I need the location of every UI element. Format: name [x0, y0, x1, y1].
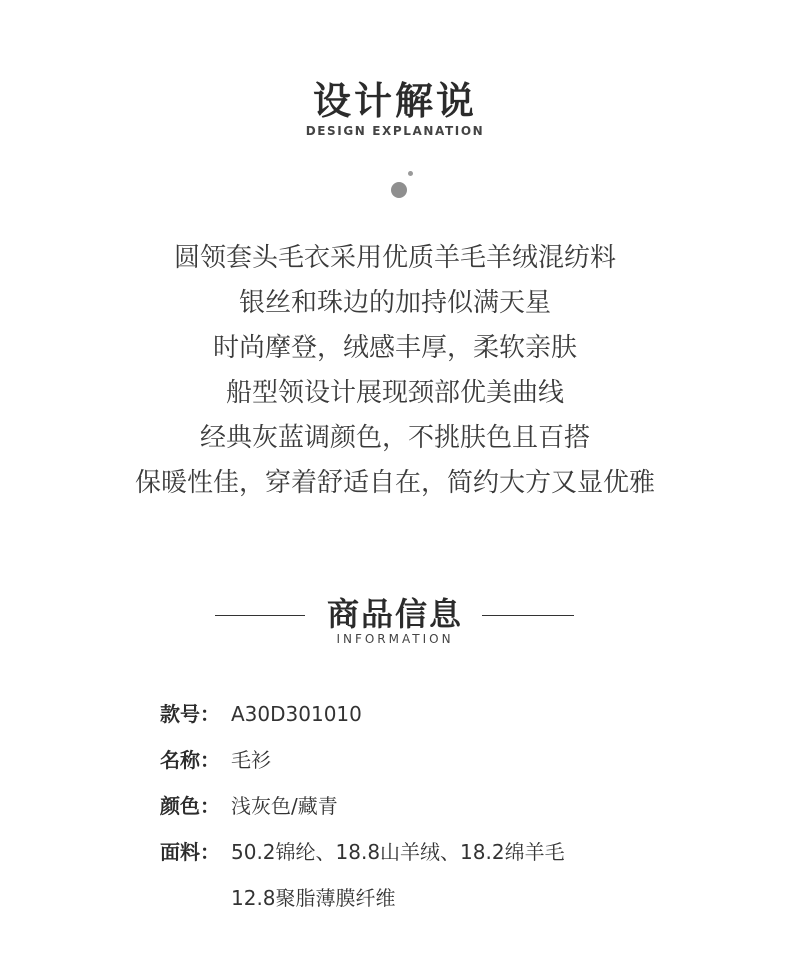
spec-value: 12.8聚脂薄膜纤维	[231, 886, 396, 910]
design-description	[0, 236, 790, 506]
spec-label: 款号：	[160, 702, 220, 726]
spec-label: 面料：	[160, 840, 220, 864]
decorative-dot-small	[408, 171, 413, 176]
design-title: 设计解说	[312, 79, 477, 123]
design-subtitle: DESIGN EXPLANATION	[305, 124, 485, 138]
decorative-dot-large	[391, 182, 407, 198]
spec-value: 50.2锦纶、18.8山羊绒、18.2绵羊毛	[231, 840, 565, 864]
spec-value: 毛衫	[231, 748, 271, 772]
info-rule-right	[482, 615, 574, 616]
spec-value: A30D301010	[231, 702, 362, 726]
description-line: 经典灰蓝调颜色，不挑肤色且百搭	[199, 423, 590, 453]
spec-row-color	[160, 792, 338, 820]
description-line: 保暖性佳，穿着舒适自在，简约大方又显优雅	[134, 468, 655, 498]
spec-label: 名称：	[160, 748, 220, 772]
description-line: 船型领设计展现颈部优美曲线	[225, 378, 564, 408]
spec-row-fabric-continued	[231, 884, 396, 912]
description-line: 银丝和珠边的加持似满天星	[238, 288, 551, 318]
description-line: 圆领套头毛衣采用优质羊毛羊绒混纺料	[173, 243, 616, 273]
spec-row-fabric	[160, 838, 565, 866]
spec-value: 浅灰色/藏青	[231, 794, 338, 818]
info-subtitle: INFORMATION	[336, 632, 454, 646]
spec-row-style-number	[160, 700, 362, 728]
spec-row-name	[160, 746, 271, 774]
info-title: 商品信息	[326, 595, 463, 633]
spec-label: 颜色：	[160, 794, 220, 818]
description-line: 时尚摩登，绒感丰厚，柔软亲肤	[212, 333, 577, 363]
